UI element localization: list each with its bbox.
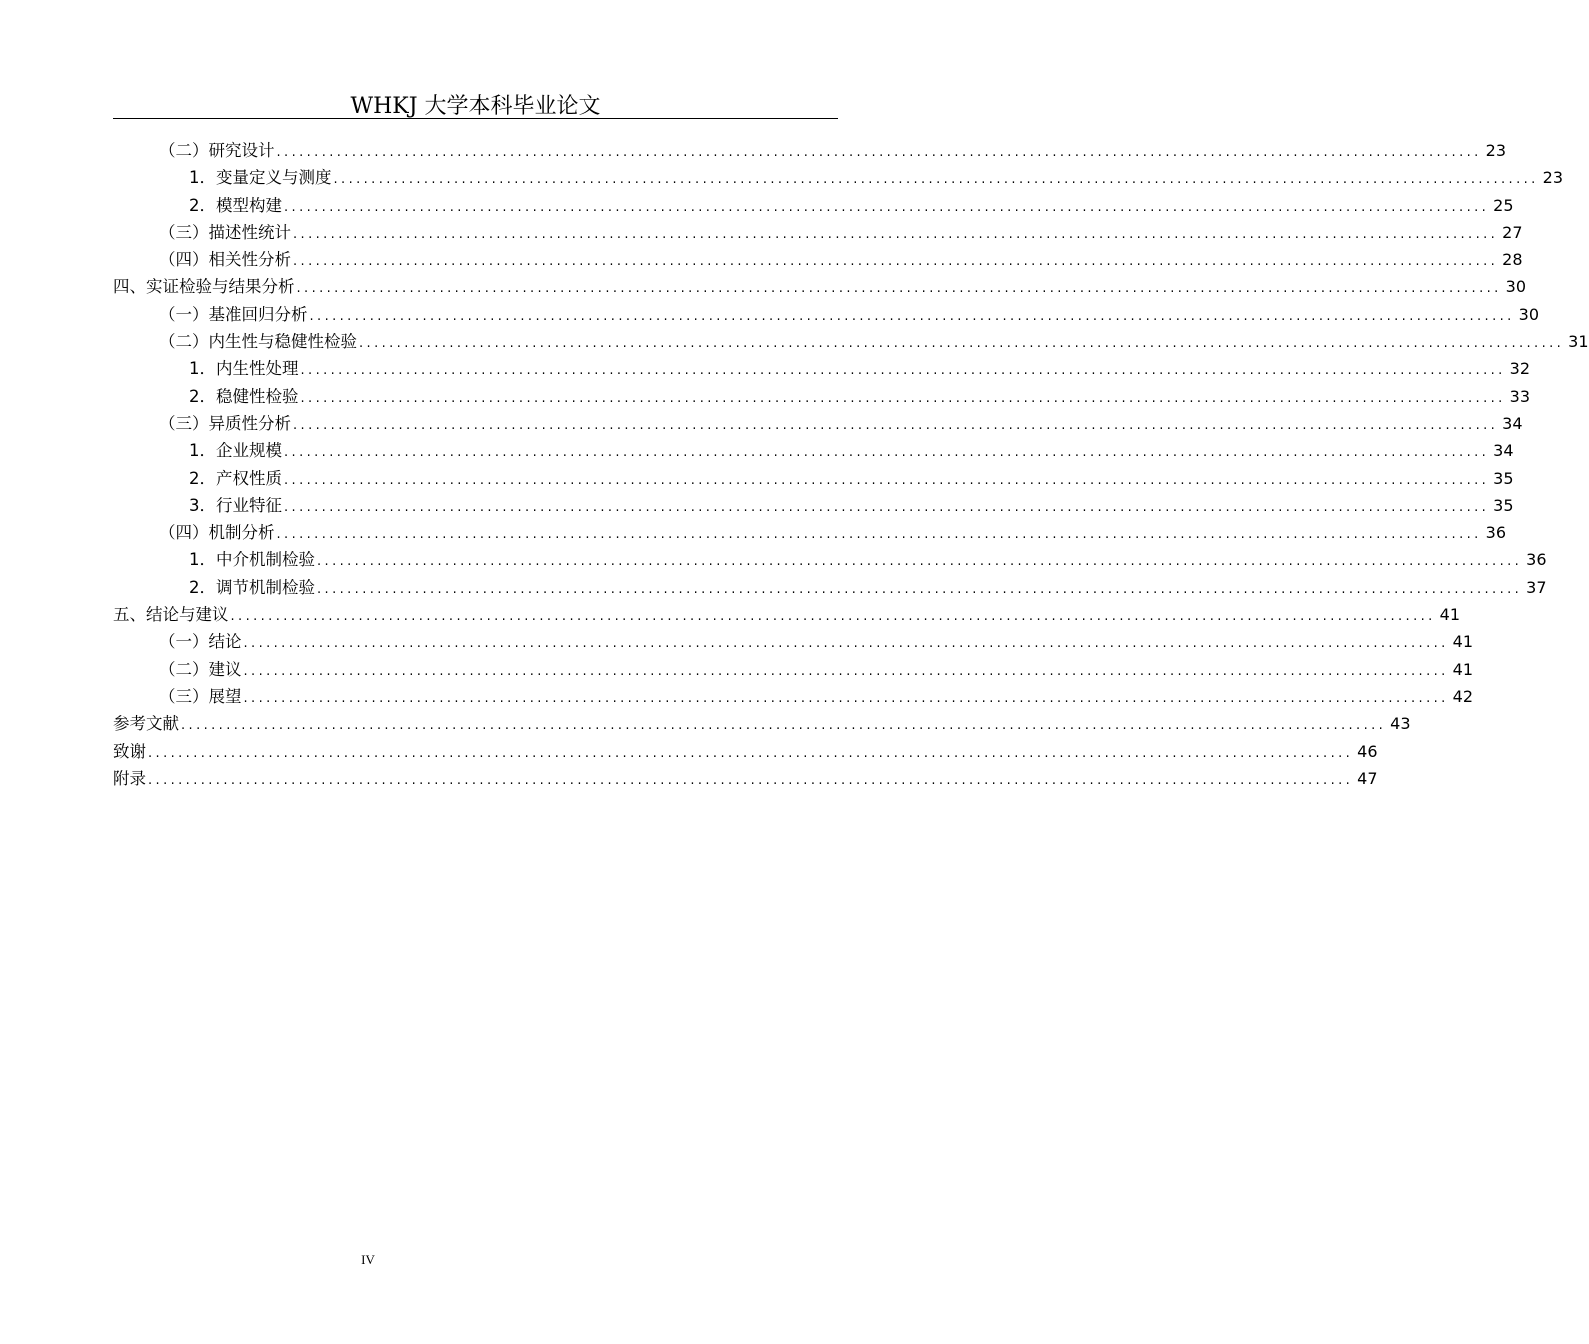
toc-entry[interactable] xyxy=(113,437,1514,464)
toc-entry[interactable] xyxy=(113,410,1523,437)
toc-entry[interactable] xyxy=(113,465,1514,492)
toc-dot-leader: ................................................................................................................................................................ xyxy=(284,472,1490,488)
toc-entry-page: 41 xyxy=(1439,605,1461,625)
toc-entry-page: 37 xyxy=(1526,577,1547,597)
toc-entry-page: 42 xyxy=(1452,686,1474,706)
toc-entry[interactable] xyxy=(113,328,1589,355)
toc-entry[interactable] xyxy=(113,738,1378,765)
toc-entry-label: （四）相关性分析 xyxy=(159,250,291,270)
toc-dot-leader: ................................................................................................................................................................ xyxy=(317,581,1523,597)
toc-dot-leader: ................................................................................................................................................................ xyxy=(300,363,1506,379)
toc-entry-label: 致谢 xyxy=(113,741,146,761)
header-rule xyxy=(113,118,838,119)
toc-entry[interactable] xyxy=(113,273,1527,300)
toc-entry[interactable] xyxy=(113,574,1547,601)
toc-entry-page: 28 xyxy=(1502,250,1523,270)
toc-entry-page: 27 xyxy=(1502,222,1523,242)
toc-dot-leader: ................................................................................................................................................................ xyxy=(293,254,1499,270)
toc-entry[interactable] xyxy=(113,683,1474,710)
toc-entry-page: 33 xyxy=(1509,386,1531,406)
toc-dot-leader: ................................................................................................................................................................ xyxy=(276,145,1482,160)
toc-entry[interactable] xyxy=(113,355,1531,382)
toc-entry-label: （三）异质性分析 xyxy=(159,413,291,433)
toc-entry-label: 3．行业特征 xyxy=(189,495,282,515)
toc-entry-page: 25 xyxy=(1493,195,1514,215)
toc-dot-leader: ................................................................................................................................................................ xyxy=(359,336,1565,352)
toc-entry[interactable] xyxy=(113,601,1461,628)
toc-entry-page: 32 xyxy=(1509,359,1531,379)
toc-entry-page: 36 xyxy=(1485,523,1507,543)
toc-dot-leader: ................................................................................................................................................................ xyxy=(333,172,1539,188)
toc-dot-leader: ................................................................................................................................................................ xyxy=(243,636,1449,652)
toc-dot-leader: ................................................................................................................................................................ xyxy=(243,690,1449,706)
toc-entry-label: （四）机制分析 xyxy=(159,523,275,543)
toc-entry-label: （三）展望 xyxy=(159,686,242,706)
toc-entry-label: 1．内生性处理 xyxy=(189,359,299,379)
toc-entry-page: 41 xyxy=(1452,632,1474,652)
toc-dot-leader: ................................................................................................................................................................ xyxy=(148,745,1354,761)
toc-dot-leader: ................................................................................................................................................................ xyxy=(300,390,1506,406)
page-header-title: WHKJ 大学本科毕业论文 xyxy=(350,94,601,119)
toc-entry[interactable] xyxy=(113,383,1531,410)
toc-entry-label: 2．调节机制检验 xyxy=(189,577,315,597)
toc-entry-page: 34 xyxy=(1502,413,1523,433)
toc-entry-label: 附录 xyxy=(113,768,146,788)
toc-dot-leader: ................................................................................................................................................................ xyxy=(284,499,1490,515)
toc-entry[interactable] xyxy=(113,301,1540,328)
toc-entry-label: （二）内生性与稳健性检验 xyxy=(159,332,357,352)
toc-entry[interactable] xyxy=(113,492,1514,519)
toc-entry[interactable] xyxy=(113,628,1474,655)
toc-entry-page: 23 xyxy=(1542,168,1564,188)
toc-entry-page: 34 xyxy=(1493,441,1514,461)
toc-dot-leader: ................................................................................................................................................................ xyxy=(148,772,1354,788)
toc-entry-label: （一）结论 xyxy=(159,632,242,652)
toc-entry-label: 1．企业规模 xyxy=(189,441,282,461)
toc-entry-label: 2．稳健性检验 xyxy=(189,386,299,406)
toc-entry-page: 35 xyxy=(1493,468,1514,488)
page-number: IV xyxy=(361,1252,375,1267)
toc-entry[interactable] xyxy=(113,246,1523,273)
toc-entry-label: （二）建议 xyxy=(159,659,242,679)
toc-dot-leader: ................................................................................................................................................................ xyxy=(276,527,1482,543)
toc-dot-leader: ................................................................................................................................................................ xyxy=(317,554,1523,570)
toc-entry-page: 35 xyxy=(1493,495,1514,515)
toc-dot-leader: ................................................................................................................................................................ xyxy=(243,663,1449,679)
toc-entry[interactable] xyxy=(113,710,1411,737)
toc-entry-page: 47 xyxy=(1357,768,1378,788)
toc-entry-label: （二）研究设计 xyxy=(159,141,275,160)
toc-entry-page: 41 xyxy=(1452,659,1474,679)
toc-entry-page: 31 xyxy=(1568,332,1589,352)
toc-dot-leader: ................................................................................................................................................................ xyxy=(284,199,1490,215)
toc-entry[interactable] xyxy=(113,137,1507,164)
toc-dot-leader: ................................................................................................................................................................ xyxy=(293,417,1499,433)
toc-entry[interactable] xyxy=(113,219,1523,246)
toc-dot-leader: ................................................................................................................................................................ xyxy=(284,445,1490,461)
toc-entry-label: （三）描述性统计 xyxy=(159,222,291,242)
toc-entry-page: 30 xyxy=(1505,277,1527,297)
toc-entry-label: 2．模型构建 xyxy=(189,195,282,215)
toc-entry-page: 30 xyxy=(1518,304,1540,324)
toc-entry-label: 2．产权性质 xyxy=(189,468,282,488)
toc-entry[interactable] xyxy=(113,765,1378,792)
toc-dot-leader: ................................................................................................................................................................ xyxy=(296,281,1502,297)
toc-entry-label: 五、结论与建议 xyxy=(113,605,229,625)
toc-entry[interactable] xyxy=(113,546,1547,573)
toc-entry-label: 四、实证检验与结果分析 xyxy=(113,277,295,297)
toc-entry-page: 23 xyxy=(1485,141,1507,160)
toc-dot-leader: ................................................................................................................................................................ xyxy=(230,609,1436,625)
toc-entry[interactable] xyxy=(113,164,1564,191)
toc-entry[interactable] xyxy=(113,519,1507,546)
toc-entry-page: 36 xyxy=(1526,550,1547,570)
toc-entry-label: 参考文献 xyxy=(113,714,179,734)
toc-entry[interactable] xyxy=(113,192,1514,219)
toc-entry-page: 46 xyxy=(1357,741,1378,761)
toc-dot-leader: ................................................................................................................................................................ xyxy=(293,226,1499,242)
table-of-contents xyxy=(113,137,1589,792)
toc-dot-leader: ................................................................................................................................................................ xyxy=(309,308,1515,324)
toc-entry-label: 1．变量定义与测度 xyxy=(189,168,332,188)
toc-entry-label: （一）基准回归分析 xyxy=(159,304,308,324)
toc-entry-label: 1．中介机制检验 xyxy=(189,550,315,570)
toc-entry[interactable] xyxy=(113,656,1474,683)
toc-entry-page: 43 xyxy=(1390,714,1411,734)
toc-dot-leader: ................................................................................................................................................................ xyxy=(181,718,1387,734)
